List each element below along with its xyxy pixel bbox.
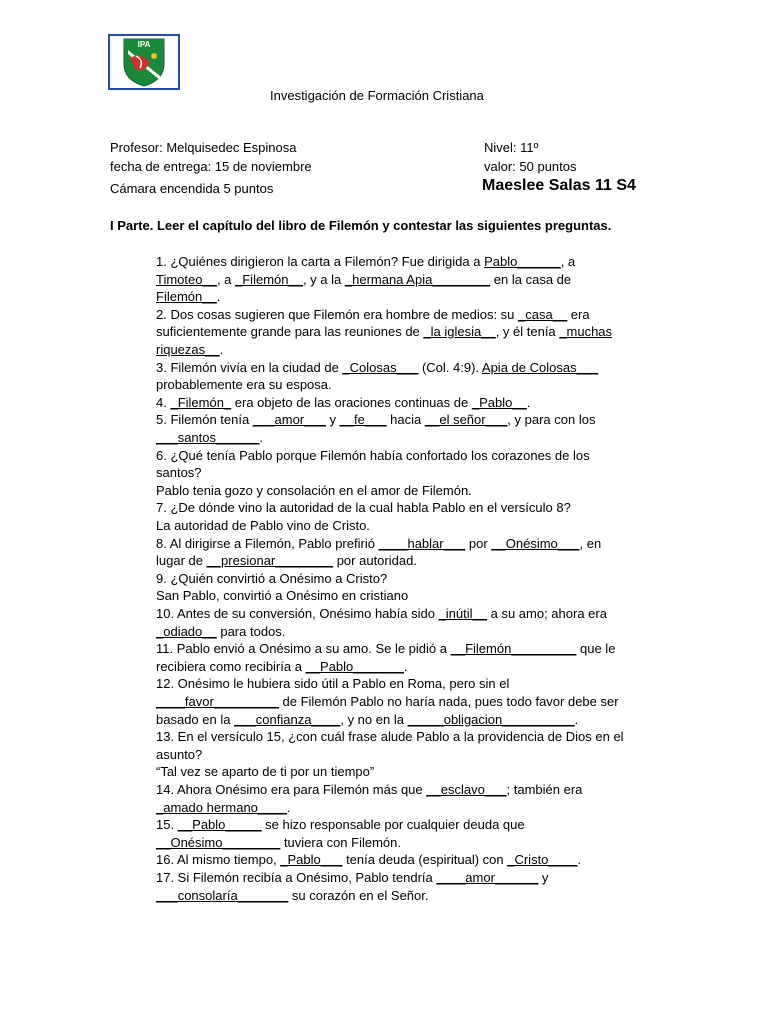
question-text: 11. Pablo envió a Onésimo a su amo. Se le pidió a [156,641,451,657]
answer-blank: __Filemón_________ [450,641,577,657]
question-text: 12. Onésimo le hubiera sido útil a Pablo en Roma, pero sin el [156,676,510,692]
answer-blank: riquezas__ [156,342,220,357]
question-line [156,711,578,728]
question-line [156,464,202,481]
answer-blank: Apia de Colosas___ [481,359,599,375]
question-line [156,851,581,868]
logo-text: IPA [137,40,151,49]
question-line [156,271,571,288]
question-line [156,887,428,904]
question-line [156,675,509,692]
question-text: por autoridad. [333,553,417,569]
question-text: 15. [156,817,178,833]
due-date: fecha de entrega: 15 de noviembre [110,159,312,174]
answer-blank: Filemón__ [156,289,217,305]
question-text: para todos. [216,623,286,639]
question-text: . [526,394,531,410]
question-line [156,799,290,816]
answer-blank: __Pablo_____ [177,817,262,833]
question-text: , en [579,535,602,551]
document-title: Investigación de Formación Cristiana [270,88,484,103]
question-text: 8. Al dirigirse a Filemón, Pablo prefirió [156,535,379,551]
question-text: y [325,412,340,428]
question-text: que le [576,641,616,657]
answer-blank: __Onésimo________ [156,834,281,850]
question-text: . [286,799,291,815]
question-text: . [259,430,263,445]
student-name: Maeslee Salas 11 S4 [482,177,636,194]
question-line [156,323,612,340]
answer-blank: _muchas [559,324,613,340]
question-text: tuviera con Filemón. [280,834,401,850]
question-line [156,341,223,358]
question-text: era [567,306,590,322]
answer-blank: Timoteo__ [156,271,217,287]
question-text: Pablo tenia gozo y consolación en el amor de Filemón. [156,482,472,498]
answer-blank: _Filemón__ [235,271,303,287]
question-text: (Col. 4:9). [418,359,482,375]
question-line [156,411,595,428]
question-text: , y para con los [507,412,596,428]
question-text: en la casa de [490,271,572,287]
question-text: , a [560,254,576,269]
answer-blank: Pablo______ [484,254,561,269]
question-text: su corazón en el Señor. [288,887,429,903]
question-line [156,517,370,534]
question-text: 10. Antes de su conversión, Onésimo había sido [156,606,439,621]
question-text: era objeto de las oraciones continuas de [231,394,472,410]
answer-blank: _amado hermano____ [156,799,287,815]
question-text: a su amo; ahora era [487,606,607,621]
question-text: por [465,535,492,551]
question-text: 13. En el versículo 15, ¿con cuál frase alude Pablo a la providencia de Dios en el [156,729,624,745]
question-text: tenía deuda (espiritual) con [342,852,508,868]
answer-blank: __presionar________ [206,553,334,569]
question-line [156,359,598,376]
question-line [156,376,332,393]
answer-blank: _inútil__ [438,606,487,621]
question-text: . [574,711,579,727]
question-text: , y no en la [340,711,408,727]
question-line [156,623,285,640]
question-text: , y él tenía [495,324,560,340]
question-text: probablemente era su esposa. [156,377,332,393]
question-text: y [538,870,549,885]
question-text: 6. ¿Qué tenía Pablo porque Filemón había confortado los corazones de los [156,447,590,463]
answer-blank: _Filemón_ [170,394,232,410]
question-line [156,306,590,323]
points-value: valor: 50 puntos [484,159,577,174]
question-text: 5. Filemón tenía [156,412,253,428]
question-line [156,570,387,587]
question-text: “Tal vez se aparto de ti por un tiempo” [156,764,375,780]
instructions: I Parte. Leer el capítulo del libro de Filemón y contestar las siguientes preguntas. [110,218,612,233]
camera-note: Cámara encendida 5 puntos [110,181,274,196]
question-text: 7. ¿De dónde vino la autoridad de la cual habla Pablo en el versículo 8? [156,500,571,516]
answer-blank: _hermana Apia________ [344,271,491,287]
question-text: hacia [386,412,425,428]
answer-blank: ___santos______ [156,430,260,445]
question-text: se hizo responsable por cualquier deuda que [261,817,525,833]
answer-blank: _Pablo___ [280,852,343,868]
question-line [156,781,582,798]
school-crest-icon [110,36,178,88]
question-line [156,552,417,569]
answer-blank: __fe___ [339,412,387,428]
question-text: 17. Si Filemón recibía a Onésimo, Pablo tendría [156,870,437,885]
question-line [156,253,575,270]
question-text: , y a la [302,271,345,287]
answer-blank: _odiado__ [156,623,217,639]
question-text: 2. Dos cosas sugieren que Filemón era hombre de medios: su [156,306,519,322]
question-text: . [577,852,581,868]
question-text: 3. Filemón vivía en la ciudad de [156,359,343,375]
question-text: basado en la [156,711,235,727]
answer-blank: _____obligacion__________ [407,711,575,727]
question-text: 1. ¿Quiénes dirigieron la carta a Filemón? Fue dirigida a [156,254,485,269]
question-text: suficientemente grande para las reuniones de [156,324,424,340]
question-line [156,394,530,411]
question-line [156,693,619,710]
question-line [156,587,408,604]
question-text: 4. [156,394,171,410]
answer-blank: ____favor_________ [156,694,279,709]
school-logo [108,34,180,90]
question-line [156,658,408,675]
answer-blank: _Cristo____ [507,852,578,868]
question-text: lugar de [156,553,207,569]
question-line [156,869,548,886]
question-line [156,499,571,516]
answer-blank: ___confianza____ [234,711,341,727]
answer-blank: _Colosas___ [342,359,419,375]
answer-blank: __el señor___ [424,412,508,428]
question-text: de Filemón Pablo no haría nada, pues todo favor debe ser [278,694,619,709]
answer-blank: _Pablo__ [471,394,527,410]
question-text: . [403,658,408,674]
question-line [156,288,220,305]
question-text: 9. ¿Quién convirtió a Onésimo a Cristo? [156,570,388,586]
answer-blank: _la iglesia__ [423,324,496,340]
answer-blank: ___amor___ [252,412,326,428]
question-line [156,605,607,622]
question-line [156,535,601,552]
teacher-name: Profesor: Melquisedec Espinosa [110,140,297,155]
question-text: asunto? [156,746,203,762]
question-text: . [219,342,224,357]
question-text: San Pablo, convirtió a Onésimo en cristiano [156,588,409,604]
answer-blank: __esclavo___ [426,782,507,797]
answer-blank: __Onésimo___ [491,535,580,551]
answer-blank: ____amor______ [436,870,539,885]
question-line [156,834,401,851]
question-line [156,640,615,657]
question-text: . [216,289,221,305]
answer-blank: __Pablo_______ [305,658,404,674]
level: Nivel: 11º [484,140,539,155]
question-line [156,447,590,464]
question-line [156,429,263,446]
answer-blank: ___consolaría_______ [156,887,289,903]
question-line [156,816,525,833]
question-text: La autoridad de Pablo vino de Cristo. [156,518,370,533]
answer-blank: _casa__ [518,306,568,322]
question-line [156,763,374,780]
question-text: santos? [156,465,202,481]
question-text: ; también era [506,782,583,797]
question-text: 14. Ahora Onésimo era para Filemón más que [156,782,427,797]
question-line [156,482,472,499]
question-text: 16. Al mismo tiempo, [156,852,281,868]
answer-blank: ____hablar___ [378,535,466,551]
question-line [156,728,624,745]
question-text: , a [216,271,236,287]
question-line [156,746,202,763]
question-text: recibiera como recibiría a [156,658,306,674]
